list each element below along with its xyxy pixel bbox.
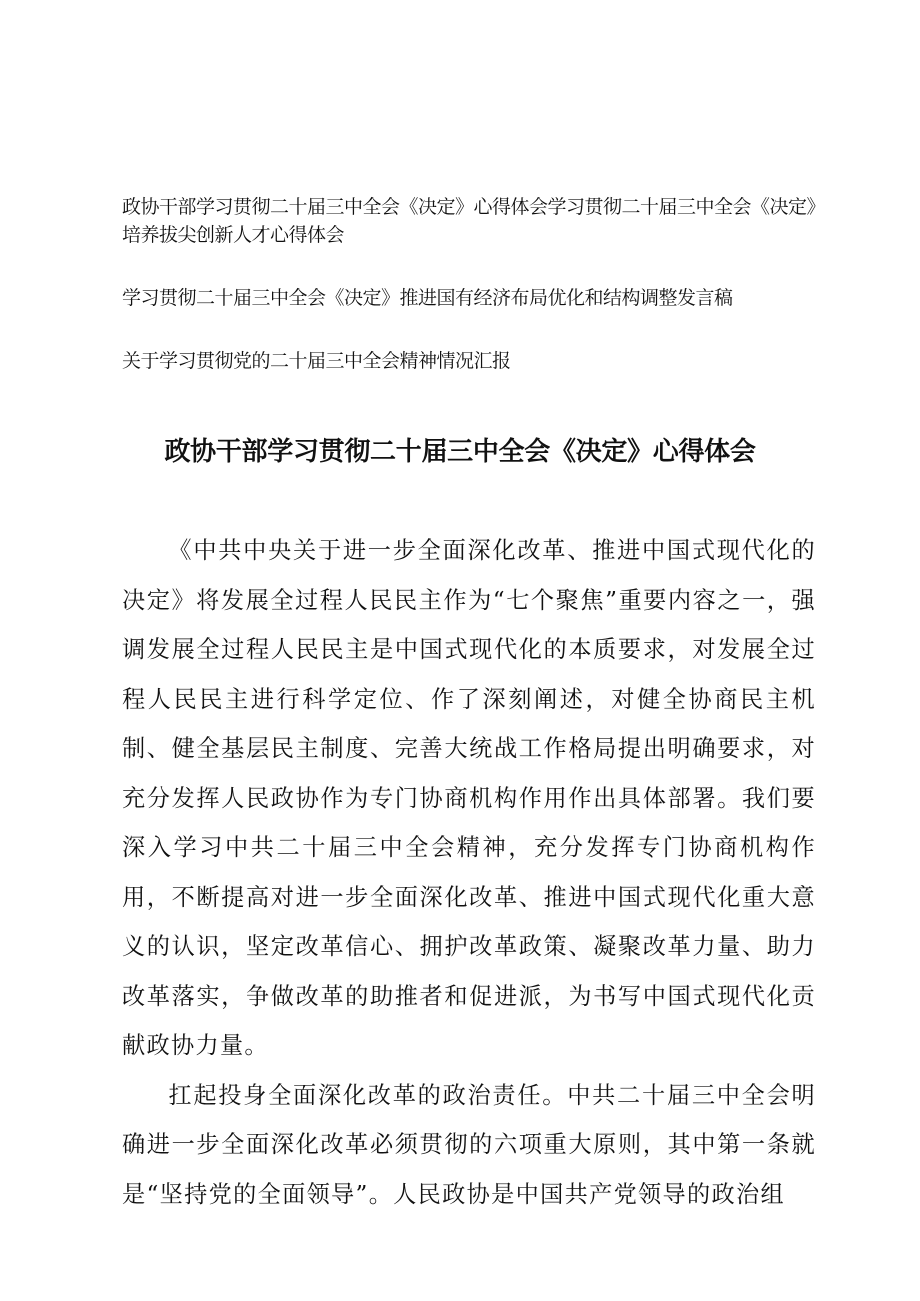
article-paragraph-1: 《中共中央关于进一步全面深化改革、推进中国式现代化的决定》将发展全过程人民民主作为“七个聚焦”重要内容之一，强调发展全过程人民民主是中国式现代化的本质要求，对发展全过程人民民主进行科学定位、作了深刻阐述，对健全协商民主机制、健全基层民主制度、完善大统战工作格局提出明确要求，对充分发挥人民政协作为专门协商机构作用作出具体部署。我们要深入学习中共二十届三中全会精神，充分发挥专门协商机构作用，不断提高对进一步全面深化改革、推进中国式现代化重大意义的认识，坚定改革信心、拥护改革政策、凝聚改革力量、助力改革落实，争做改革的助推者和促进派，为书写中国式现代化贡献政协力量。 xyxy=(122,537,816,1059)
article-title: 政协干部学习贯彻二十届三中全会《决定》心得体会 xyxy=(164,437,756,467)
related-title-3[interactable]: 关于学习贯彻党的二十届三中全会精神情况汇报 xyxy=(122,350,511,372)
article-body xyxy=(122,526,816,1219)
related-titles-list xyxy=(122,193,842,375)
related-title-1[interactable]: 政协干部学习贯彻二十届三中全会《决定》心得体会学习贯彻二十届三中全会《决定》培养拔尖创新人才心得体会 xyxy=(122,196,826,246)
article-paragraph-2: 扛起投身全面深化改革的政治责任。中共二十届三中全会明确进一步全面深化改革必须贯彻的六项重大原则，其中第一条就是“坚持党的全面领导”。人民政协是中国共产党领导的政治组 xyxy=(122,1081,816,1208)
related-title-2[interactable]: 学习贯彻二十届三中全会《决定》推进国有经济布局优化和结构调整发言稿 xyxy=(122,287,733,309)
